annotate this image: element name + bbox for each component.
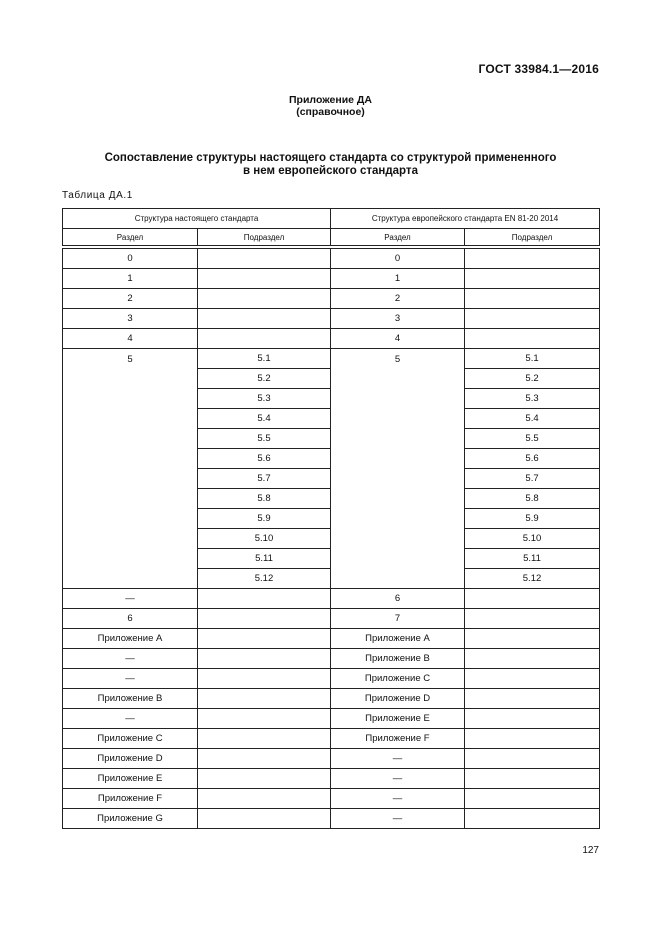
table-cell: 5.2 — [465, 369, 600, 389]
table-cell: Приложение А — [63, 629, 198, 649]
table-row — [63, 809, 600, 829]
table-cell: Приложение F — [331, 729, 465, 749]
table-cell: Приложение G — [63, 809, 198, 829]
table-cell: 5.1 — [465, 349, 600, 369]
table-cell: Приложение В — [63, 689, 198, 709]
table-cell: Приложение А — [331, 629, 465, 649]
group-header-this-standard: Структура настоящего стандарта — [63, 209, 331, 229]
table-row — [63, 629, 600, 649]
table-cell — [198, 669, 331, 689]
table-cell — [465, 609, 600, 629]
annex-subtitle: (справочное) — [296, 106, 365, 118]
table-row — [63, 749, 600, 769]
table-cell — [198, 649, 331, 669]
table-cell: 5.8 — [465, 489, 600, 509]
table-cell: 0 — [331, 249, 465, 269]
table-cell — [465, 269, 600, 289]
table-cell: Приложение D — [63, 749, 198, 769]
table-cell: 5.11 — [465, 549, 600, 569]
document-code: ГОСТ 33984.1—2016 — [478, 62, 599, 76]
table-cell: Приложение С — [63, 729, 198, 749]
table-row — [63, 649, 600, 669]
table-cell: 2 — [63, 289, 198, 309]
table-cell — [465, 329, 600, 349]
comparison-table — [62, 208, 600, 829]
table-cell — [198, 289, 331, 309]
table-cell: 5.4 — [465, 409, 600, 429]
table-cell — [465, 749, 600, 769]
table-row — [63, 289, 600, 309]
table-cell — [198, 809, 331, 829]
table-cell: 5.5 — [198, 429, 331, 449]
table-cell — [465, 309, 600, 329]
table-cell: Приложение D — [331, 689, 465, 709]
table-cell: 5 — [331, 349, 465, 589]
col-header-section: Раздел — [331, 229, 465, 246]
col-header-section: Раздел — [63, 229, 198, 246]
annex-title: Приложение ДА — [289, 94, 372, 106]
table-cell: 5.10 — [465, 529, 600, 549]
table-cell: 2 — [331, 289, 465, 309]
table-cell: 4 — [63, 329, 198, 349]
heading-line-1: Сопоставление структуры настоящего стандарта со структурой примененного — [104, 152, 557, 164]
section-heading — [0, 152, 661, 178]
table-cell: — — [63, 709, 198, 729]
table-cell: Приложение С — [331, 669, 465, 689]
col-header-subsection: Подраздел — [465, 229, 600, 246]
table-cell — [465, 589, 600, 609]
table-cell — [465, 729, 600, 749]
table-row — [63, 589, 600, 609]
table-cell: 5.9 — [198, 509, 331, 529]
table-cell — [198, 329, 331, 349]
table-label: Таблица ДА.1 — [62, 190, 133, 201]
table-cell: — — [331, 789, 465, 809]
table-cell — [198, 769, 331, 789]
table-cell: 6 — [331, 589, 465, 609]
table-cell: 5.6 — [198, 449, 331, 469]
table-cell — [198, 589, 331, 609]
table-cell — [465, 629, 600, 649]
table-cell: — — [63, 669, 198, 689]
table-cell: 3 — [63, 309, 198, 329]
table-cell: 7 — [331, 609, 465, 629]
table-cell — [198, 249, 331, 269]
table-cell: 5.1 — [198, 349, 331, 369]
table-cell: — — [63, 589, 198, 609]
table-cell: 5.2 — [198, 369, 331, 389]
table-cell: Приложение Е — [63, 769, 198, 789]
table-cell — [198, 749, 331, 769]
table-cell — [198, 789, 331, 809]
group-header-european-standard: Структура европейского стандарта EN 81-20 2014 — [331, 209, 600, 229]
annex-heading — [0, 94, 661, 118]
table-cell — [198, 309, 331, 329]
table-cell — [465, 689, 600, 709]
table-cell: 0 — [63, 249, 198, 269]
page-number: 127 — [582, 845, 599, 856]
table-cell: — — [63, 649, 198, 669]
table-body — [63, 246, 600, 829]
table-cell: Приложение Е — [331, 709, 465, 729]
table-cell — [465, 249, 600, 269]
table-cell — [465, 669, 600, 689]
table-cell — [465, 769, 600, 789]
table-cell: 5.9 — [465, 509, 600, 529]
table-cell: 5.3 — [198, 389, 331, 409]
table-cell: 5.5 — [465, 429, 600, 449]
table-cell: 5.11 — [198, 549, 331, 569]
table-cell — [465, 649, 600, 669]
table-row — [63, 729, 600, 749]
table-row — [63, 349, 600, 369]
table-cell: 5.7 — [198, 469, 331, 489]
table-cell: 4 — [331, 329, 465, 349]
heading-line-2: в нем европейского стандарта — [243, 165, 418, 177]
table-cell — [198, 269, 331, 289]
col-header-subsection: Подраздел — [198, 229, 331, 246]
table-cell — [465, 809, 600, 829]
table-row — [63, 689, 600, 709]
table-cell: 3 — [331, 309, 465, 329]
table-row — [63, 329, 600, 349]
table-row — [63, 309, 600, 329]
table-cell: 6 — [63, 609, 198, 629]
table-cell: — — [331, 749, 465, 769]
table-cell — [465, 709, 600, 729]
table-row — [63, 249, 600, 269]
table-row — [63, 709, 600, 729]
table-cell: 1 — [63, 269, 198, 289]
table-cell — [198, 609, 331, 629]
table-cell — [198, 709, 331, 729]
table-row — [63, 609, 600, 629]
table-cell: — — [331, 809, 465, 829]
table-cell: 5.6 — [465, 449, 600, 469]
table-cell — [465, 789, 600, 809]
table-cell — [198, 689, 331, 709]
table-cell: 5.12 — [465, 569, 600, 589]
table-cell: — — [331, 769, 465, 789]
table-cell: Приложение F — [63, 789, 198, 809]
table-cell: 5.3 — [465, 389, 600, 409]
table-cell: 5.7 — [465, 469, 600, 489]
table-cell: 5.10 — [198, 529, 331, 549]
table-cell: 5.12 — [198, 569, 331, 589]
table-cell — [465, 289, 600, 309]
table-cell — [198, 729, 331, 749]
table-cell: 5.8 — [198, 489, 331, 509]
table-row — [63, 669, 600, 689]
table-row — [63, 769, 600, 789]
table-cell: 5.4 — [198, 409, 331, 429]
table-cell: 1 — [331, 269, 465, 289]
table-cell — [198, 629, 331, 649]
table-cell: 5 — [63, 349, 198, 589]
table-cell: Приложение В — [331, 649, 465, 669]
table-row — [63, 789, 600, 809]
table-row — [63, 269, 600, 289]
